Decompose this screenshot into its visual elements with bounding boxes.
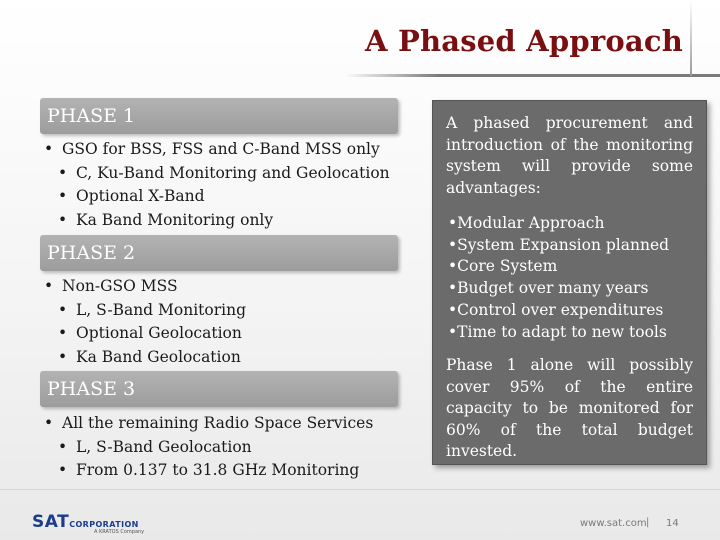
advantage-item: •Time to adapt to new tools xyxy=(448,322,667,341)
phase-3-sub-item: • L, S-Band Geolocation xyxy=(44,436,373,460)
logo-corporation-text: CORPORATION xyxy=(69,520,139,529)
bullet-icon: • xyxy=(58,163,68,182)
phase-3-bullets xyxy=(44,412,373,483)
bullet-icon: • xyxy=(58,187,68,205)
footer-separator: | xyxy=(646,517,650,528)
advantage-item: •Control over expenditures xyxy=(448,300,664,319)
advantages-list xyxy=(446,213,693,343)
logo-sat-text: SAT xyxy=(32,512,70,532)
bullet-icon: • xyxy=(58,461,68,479)
phase-2-main-item: • Non-GSO MSS xyxy=(44,275,246,299)
phase-3-main-item: • All the remaining Radio Space Services xyxy=(44,412,373,436)
advantage-item: •Budget over many years xyxy=(448,279,649,298)
phase-2-bullets xyxy=(44,275,246,369)
phase-3-header: PHASE 3 xyxy=(40,371,398,407)
panel-intro-text: A phased procurement and introduction of the monitoring system will provide some advantages: xyxy=(446,114,693,197)
page-number: 14 xyxy=(666,518,679,529)
advantage-item: •System Expansion planned xyxy=(448,235,670,254)
slide-title: A Phased Approach xyxy=(364,24,683,58)
phase-2-sub-item: • Optional Geolocation xyxy=(44,322,246,346)
phase-1-sub-item: • Ka Band Monitoring only xyxy=(44,209,390,233)
footer-url-link[interactable]: www.sat.com xyxy=(580,518,647,529)
bullet-icon: • xyxy=(58,347,68,366)
bullet-icon: • xyxy=(44,414,54,432)
advantage-item: •Core System xyxy=(448,257,558,276)
title-underline xyxy=(345,74,720,77)
panel-closing-text: Phase 1 alone will possibly cover 95% of the entire capacity to be monitored for 60% of the total budget invested. xyxy=(446,356,693,461)
phase-1-bullets xyxy=(44,138,390,232)
phase-3-sub-item: • From 0.137 to 31.8 GHz Monitoring xyxy=(44,459,373,483)
title-vertical-accent xyxy=(690,0,692,76)
bullet-icon: • xyxy=(58,210,68,229)
footer-divider xyxy=(0,489,720,490)
logo-subtitle: A KRATOS Company xyxy=(94,529,145,535)
company-logo xyxy=(32,512,145,535)
phase-1-main-item: • GSO for BSS, FSS and C-Band MSS only xyxy=(44,138,390,162)
phase-1-sub-item: • C, Ku-Band Monitoring and Geolocation xyxy=(44,162,390,186)
bullet-icon: • xyxy=(44,140,54,158)
advantages-panel xyxy=(432,100,707,465)
phase-2-header: PHASE 2 xyxy=(40,235,398,271)
bullet-icon: • xyxy=(44,277,54,295)
advantage-item: •Modular Approach xyxy=(448,214,605,232)
phase-2-sub-item: • L, S-Band Monitoring xyxy=(44,299,246,323)
bullet-icon: • xyxy=(58,300,68,319)
phase-1-header: PHASE 1 xyxy=(40,98,398,134)
phase-2-sub-item: • Ka Band Geolocation xyxy=(44,346,246,370)
bullet-icon: • xyxy=(58,324,68,342)
phase-1-sub-item: • Optional X-Band xyxy=(44,185,390,209)
bullet-icon: • xyxy=(58,437,68,456)
